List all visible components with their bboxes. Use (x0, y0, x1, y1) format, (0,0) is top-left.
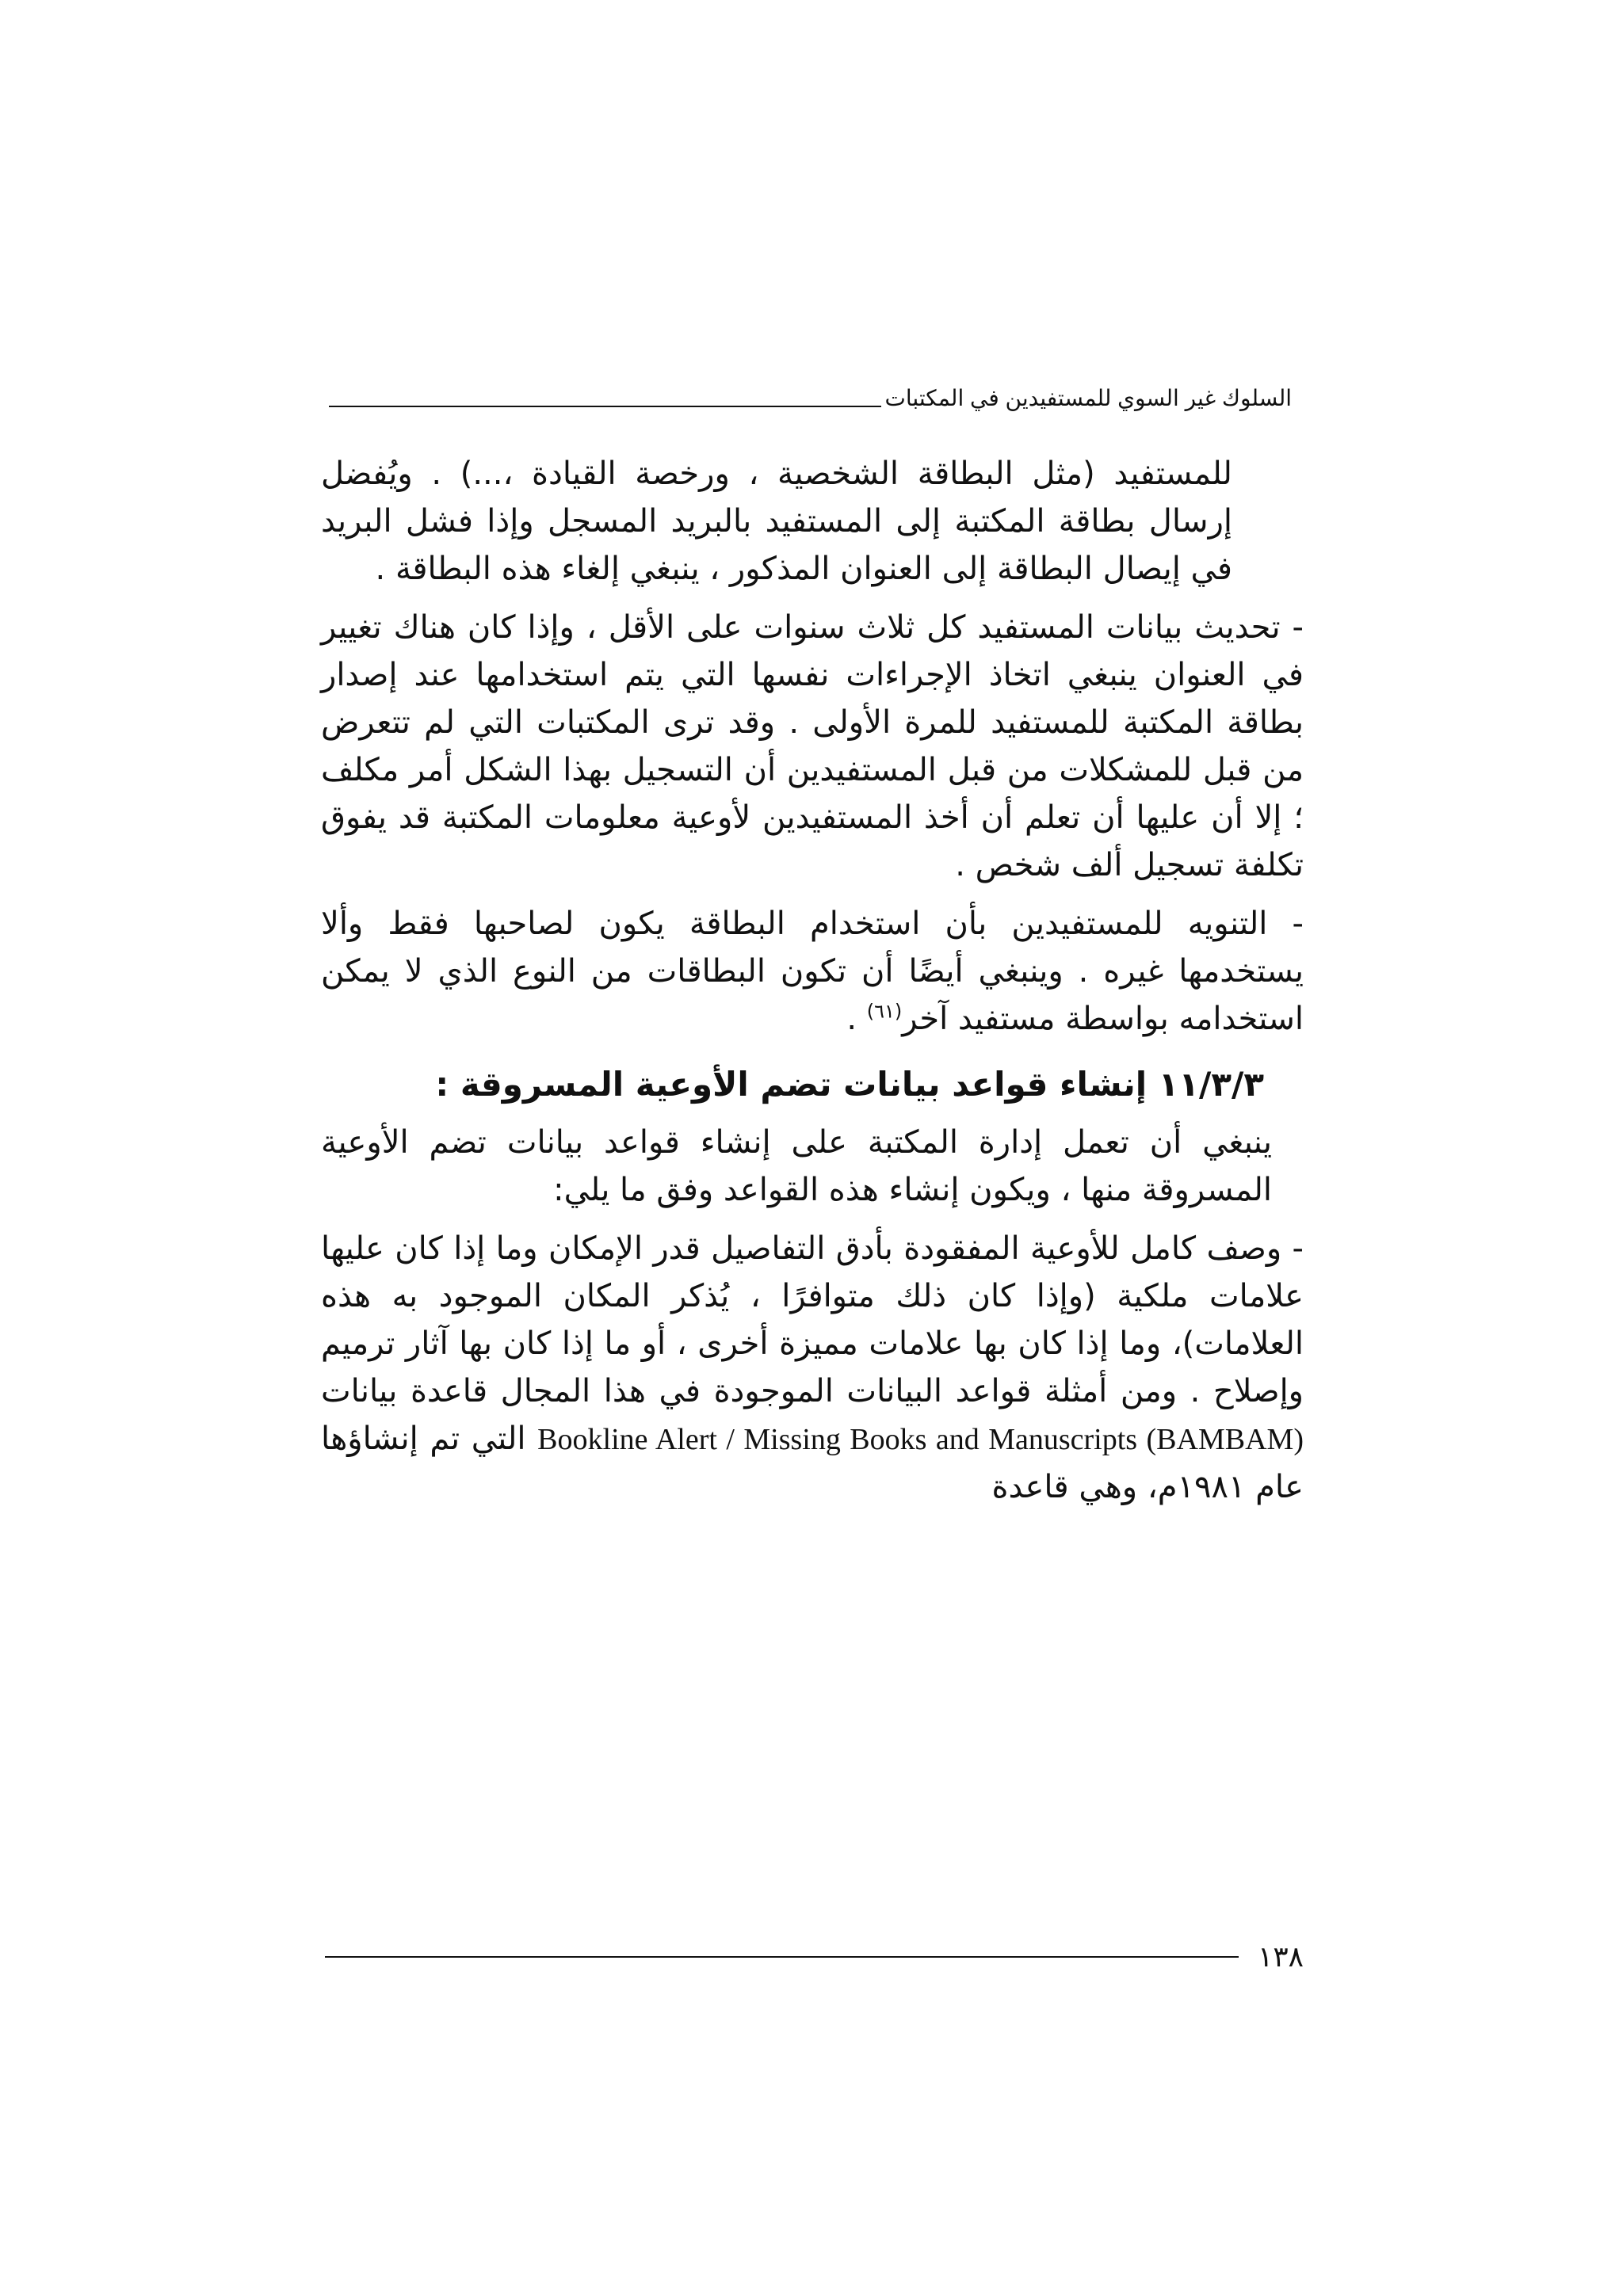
bullet-paragraph-update-data: - تحديث بيانات المستفيد كل ثلاث سنوات على الأقل ، وإذا كان هناك تغيير في العنوان ينبغي اتخاذ الإجراءات نفسها التي يتم استخدامها عند إصدار بطاقة المكتبة للمستفيد للمرة الأولى . وقد ترى المكتبات التي لم تتعرض من قبل للمشكلات من قبل المستفيدين أن التسجيل بهذا الشكل أمر مكلف ؛ إلا أن عليها أن تعلم أن أخذ المستفيدين لأوعية معلومات المكتبة قد يفوق تكلفة تسجيل ألف شخص . (321, 609, 1304, 883)
footer-rule (325, 1956, 1239, 1958)
page-number: ١٣٨ (1257, 1940, 1304, 1974)
body-text (321, 450, 1304, 1511)
section-intro-paragraph: ينبغي أن تعمل إدارة المكتبة على إنشاء قواعد بيانات تضم الأوعية المسروقة منها ، ويكون إنشاء هذه القواعد وفق ما يلي: (321, 1124, 1272, 1208)
database-name-latin: Bookline Alert / Missing Books and Manuscripts (BAMBAM) (537, 1423, 1304, 1456)
bullet-text-end: . (846, 1001, 867, 1037)
bullet-text: - وصف كامل للأوعية المفقودة بأدق التفاصيل قدر الإمكان وما إذا كان عليها علامات ملكية (وإذا كان ذلك متوافرًا ، يُذكر المكان الموجود به هذه العلامات)، وما إذا كان بها علامات مميزة أخرى ، أو ما إذا كان بها آثار ترميم وإصلاح . ومن أمثلة قواعد البيانات الموجودة في هذا المجال قاعدة بيانات (321, 1230, 1304, 1409)
paragraph-continuation: للمستفيد (مثل البطاقة الشخصية ، ورخصة القيادة ،...) . ويُفضل إرسال بطاقة المكتبة إلى المستفيد بالبريد المسجل وإذا فشل البريد في إيصال البطاقة إلى العنوان المذكور ، ينبغي إلغاء هذه البطاقة . (321, 456, 1232, 587)
footnote-reference: (٦١) (866, 1000, 903, 1023)
bullet-paragraph-description (321, 1225, 1304, 1511)
running-header (329, 372, 1292, 412)
bullet-paragraph-card-usage (321, 900, 1304, 1043)
bullet-text-end: التي تم إنشاؤها عام ١٩٨١م، وهي قاعدة (321, 1421, 1304, 1505)
header-rule (329, 406, 881, 407)
section-heading: ١١/٣/٣ إنشاء قواعد بيانات تضم الأوعية المسروقة : (435, 1065, 1264, 1104)
page-footer (325, 1937, 1304, 1977)
bullet-text: - التنويه للمستفيدين بأن استخدام البطاقة يكون لصاحبها فقط وألا يستخدمها غيره . وينبغي أيضًا أن تكون البطاقات من النوع الذي لا يمكن استخدامه بواسطة مستفيد آخر (321, 906, 1304, 1037)
running-header-title: السلوك غير السوي للمستفيدين في المكتبات (884, 386, 1292, 410)
